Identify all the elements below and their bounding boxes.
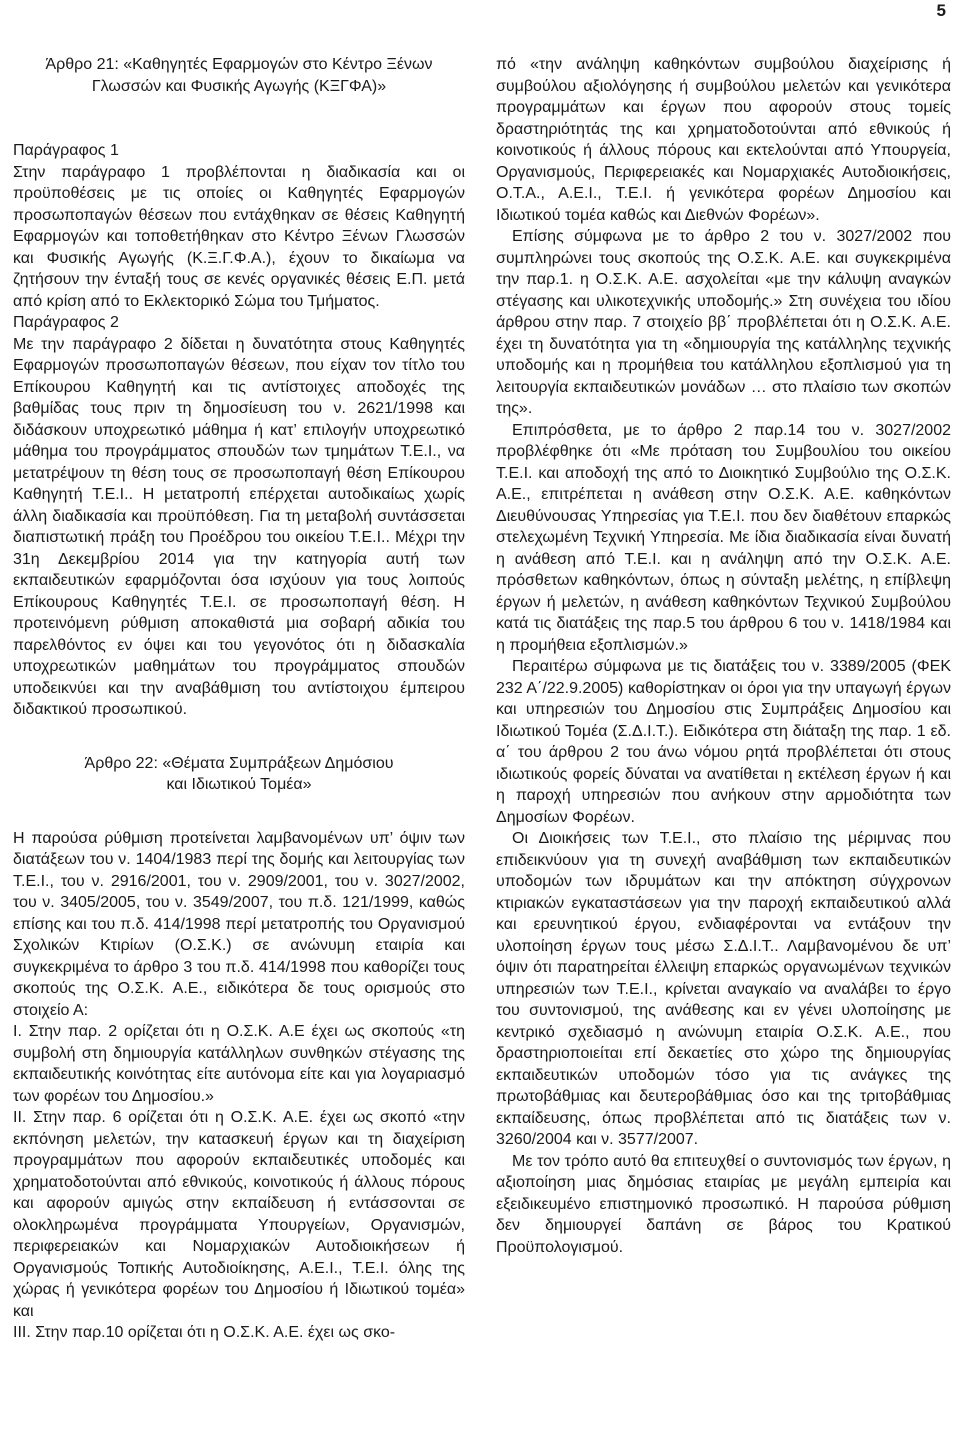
paragraph-1-label: Παράγραφος 1 xyxy=(13,142,119,159)
right-paragraph-1: πό «την ανάληψη καθηκόντων συμβούλου διαχείρισης ή συμβούλου αξιολόγησης ή συμβούλου μελετών και γενικότερα προγραμμάτων και έργων που αφορούν στους τομείς δραστηριότητάς της και χρηματοδοτούνται από εθνικούς ή κοινοτικούς ή άλλους πόρους και εκτελούνται από Υπουργεία, Οργανισμούς, Περιφερειακές και Νομαρχιακές Αυτοδιοικήσεις, Ο.Τ.Α., Α.Ε.Ι., Τ.Ε.Ι. ή γενικότερα φορέων Δημοσίου και Ιδιωτικού τομέα καθώς και Διεθνών Φορέων». xyxy=(496,56,951,224)
article-22-heading-line-2: και Ιδιωτικού Τομέα» xyxy=(166,776,312,793)
page-number: 5 xyxy=(936,1,946,20)
item-ii-text: ΙΙ. Στην παρ. 6 ορίζεται ότι η Ο.Σ.Κ. Α.Ε. έχει ως σκοπό «την εκπόνηση μελετών, την κατασκευή έργων και τη διαχείριση προγραμμάτων που αφορούν εκπαιδευτικές υποδομές και χρηματοδοτούνται από εθνικούς, κοινοτικούς ή άλλους πόρους και αφορούν αμιγώς στην εκπαίδευση ή εντάσσονται σε ολοκληρωμένα προγράμματα Υπουργείων, Οργανισμών, περιφερειακών και Νομαρχιακών Αυτοδιοικήσεων ή Οργανισμούς Τοπικής Αυτοδιοίκησης, Α.Ε.Ι., Τ.Ε.Ι. όλης της χώρας ή γενικότερα φορέων του Δημοσίου ή Ιδιωτικού τομέα» και xyxy=(13,1109,465,1320)
right-column xyxy=(496,54,951,1258)
paragraph-2-text: Με την παράγραφο 2 δίδεται η δυνατότητα στους Καθηγητές Εφαρμογών προσωποπαγών θέσεων, που είχαν τον τίτλο του Επίκουρου Καθηγητή και τις αντίστοιχες αποδοχές της βαθμίδας τους πριν τη δημοσίευση του ν. 2621/1998 και διδάσκουν υποχρεωτικό μάθημα ή κατ’ επιλογήν υποχρεωτικό μάθημα του προγράμματος σπουδών των τμημάτων Τ.Ε.Ι., να μετατρέψουν τη θέση τους σε προσωποπαγή θέση Επίκουρου Καθηγητή Τ.Ε.Ι.. Η μετατροπή επέρχεται αυτοδικαίως χωρίς άλλη διαδικασία και προϋπόθεση. Για τη μεταβολή συντάσσεται διαπιστωτική πράξη του Προέδρου του οικείου Τ.Ε.Ι.. Μέχρι την 31η Δεκεμβρίου 2014 για την κατηγορία αυτή των εκπαιδευτικών εφαρμόζονται όσα ισχύουν για τους λοιπούς Επίκουρους Καθηγητές Τ.Ε.Ι. σε προσωποπαγή θέση. Η προτεινόμενη ρύθμιση αποκαθιστά μια σοβαρή αδικία του παρελθόντος εν όψει και του γεγονότος ότι η διδασκαλία υποχρεωτικών μαθημάτων του προγράμματος σπουδών υποδεικνύει και την αναβάθμιση του αντίστοιχου έμπειρου διδακτικού προσωπικού. xyxy=(13,335,465,718)
paragraph-1-text: Στην παράγραφο 1 προβλέπονται η διαδικασία και οι προϋποθέσεις με τις οποίες οι Καθηγητές Εφαρμογών προσωποπαγών θέσεων που εντάχθηκαν σε θέσεις Καθηγητή Εφαρμογών και τοποθετήθηκαν στο Κέντρο Ξένων Γλωσσών και Φυσικής Αγωγής (Κ.Ξ.Γ.Φ.Α.), έχουν το δικαίωμα να ζητήσουν την ένταξή τους σε κενές οργανικές θέσεις Ε.Π. μετά από κρίση από το Εκλεκτορικό Σώμα του Τμήματος. xyxy=(13,163,465,310)
item-i-text: Ι. Στην παρ. 2 ορίζεται ότι η Ο.Σ.Κ. Α.Ε έχει ως σκοπούς «τη συμβολή στη δημιουργία κατάλληλων συνθηκών στέγασης της εκπαιδευτικής κοινότητας είτε αυτόνομα είτε και για λογαριασμό των φορέων του Δημοσίου.» xyxy=(13,1023,465,1105)
item-iii-text: ΙΙΙ. Στην παρ.10 ορίζεται ότι η Ο.Σ.Κ. Α.Ε. έχει ως σκο- xyxy=(13,1324,396,1341)
right-paragraph-3: Επιπρόσθετα, με το άρθρο 2 παρ.14 του ν. 3027/2002 προβλέφθηκε ότι «Με πρόταση του Συμβουλίου του οικείου Τ.Ε.Ι. και αποδοχή της από το Διοικητικό Συμβούλιο της Ο.Σ.Κ. Α.Ε., επιτρέπεται η ανάθεση στην Ο.Σ.Κ. Α.Ε. καθηκόντων Διευθύνουσας Υπηρεσίας για Τ.Ε.Ι. που δεν διαθέτουν επαρκώς στελεχωμένη Τεχνική Υπηρεσία. Με ίδια διαδικασία είναι δυνατή η ανάθεση από Τ.Ε.Ι. και η ανάληψη από την Ο.Σ.Κ. Α.Ε. πρόσθετων καθηκόντων, όπως η σύνταξη μελέτης, η επίβλεψη έργων ή μελετών, η ανάθεση καθηκόντων Τεχνικού Συμβούλου κατά τις διατάξεις της παρ.5 του άρθρου 6 του ν. 1418/1984 και η προμήθεια εξοπλισμών.» xyxy=(496,421,951,654)
right-paragraph-6: Με τον τρόπο αυτό θα επιτευχθεί ο συντονισμός των έργων, η αξιοποίηση μιας δημόσιας εταιρίας με μεγάλη εμπειρία και εξειδικευμένο επιστημονικό προσωπικό. Η παρούσα ρύθμιση δεν δημιουργεί δαπάνη σε βάρος του Κρατικού Προϋπολογισμού. xyxy=(496,1152,951,1256)
article-22-heading xyxy=(13,753,465,796)
right-paragraph-4: Περαιτέρω σύμφωνα με τις διατάξεις του ν. 3389/2005 (ΦΕΚ 232 Α΄/22.9.2005) καθορίστηκαν οι όροι για την υπαγωγή έργων και υπηρεσιών του Δημοσίου στις Συμπράξεις Δημοσίου και Ιδιωτικού Τομέα (Σ.Δ.Ι.Τ.). Ειδικότερα στη διάταξη της παρ. 1 εδ. α΄ του άρθρου 2 του άνω νόμου ρητά προβλέπεται ότι στους ιδιωτικούς φορείς δύναται να ανατίθεται η εκτέλεση έργων ή και η παροχή υπηρεσιών που ανήκουν στην αρμοδιότητα των Δημοσίων Φορέων. xyxy=(496,658,951,826)
article-21-heading-line-1: Άρθρο 21: «Καθηγητές Εφαρμογών στο Κέντρο Ξένων xyxy=(45,56,433,73)
paragraph-2-label: Παράγραφος 2 xyxy=(13,314,119,331)
article-21-heading xyxy=(13,54,465,97)
right-paragraph-5: Οι Διοικήσεις των Τ.Ε.Ι., στο πλαίσιο της μέριμνας που επιδεικνύουν για τη συνεχή αναβάθμιση των εκπαιδευτικών υποδομών των ιδρυμάτων και την απόκτηση σύγχρονων κτιριακών εγκαταστάσεων για την παροχή εκπαιδευτικού αλλά και ερευνητικού έργου, ενδιαφέρονται να εντάξουν την υλοποίηση έργων τους μέσω Σ.Δ.Ι.Τ.. Λαμβανομένου δε υπ’ όψιν ότι παρατηρείται έλλειψη επαρκώς οργανωμένων τεχνικών υπηρεσιών των Τ.Ε.Ι., κρίνεται αναγκαίο να αναλάβει το έργο του συντονισμού, της ανάθεσης και εν γένει υλοποίησης με κεντρικό σχεδιασμό η ανώνυμη εταιρία Ο.Σ.Κ. Α.Ε., που δραστηριοποιείται επί δεκαετίες στο χώρο της δημιουργίας εκπαιδευτικών υποδομών τόσο για τις ανάγκες της πρωτοβάθμιας και δευτεροβάθμιας όσο και της τριτοβάθμιας εκπαίδευσης, όπως προβλέπεται από τις διατάξεις των ν. 3260/2004 και ν. 3577/2007. xyxy=(496,830,951,1148)
right-paragraph-2: Επίσης σύμφωνα με το άρθρο 2 του ν. 3027/2002 που συμπληρώνει τους σκοπούς της Ο.Σ.Κ. Α.Ε. και συγκεκριμένα την παρ.1. η Ο.Σ.Κ. Α.Ε. ασχολείται «με την κάλυψη αναγκών στέγασης και υλικοτεχνικής υποδομής.» Στη συνέχεια του ιδίου άρθρου στην παρ. 7 στοιχείο ββ΄ προβλέπεται ότι η Ο.Σ.Κ. Α.Ε. έχει τη δυνατότητα για τη «δημιουργία της κατάλληλης τεχνικής υποδομής και η προμήθεια του κατάλληλου εξοπλισμού για τη λειτουργία εκπαιδευτικών μονάδων … στο πλαίσιο των σκοπών της». xyxy=(496,228,951,417)
article-21-heading-line-2: Γλωσσών και Φυσικής Αγωγής (ΚΞΓΦΑ)» xyxy=(91,77,387,95)
article-22-intro-text: Η παρούσα ρύθμιση προτείνεται λαμβανομένων υπ’ όψιν των διατάξεων του ν. 1404/1983 περί της δομής και λειτουργίας των Τ.Ε.Ι., του ν. 2916/2001, του ν. 2909/2001, του ν. 3027/2002, του ν. 3405/2005, του ν. 3549/2007, του π.δ. 121/1999, καθώς επίσης και του π.δ. 414/1998 περί μετατροπής του Οργανισμού Σχολικών Κτιρίων (Ο.Σ.Κ.) σε ανώνυμη εταιρία και συγκεκριμένα το άρθρο 3 του π.δ. 414/1998 που καθορίζει τους σκοπούς της Ο.Σ.Κ. Α.Ε., ειδικότερα δε τους ορισμούς στο στοιχείο Α: xyxy=(13,829,465,1019)
article-22-heading-line-1: Άρθρο 22: «Θέματα Συμπράξεων Δημόσιου xyxy=(84,754,394,772)
left-column xyxy=(13,54,465,1344)
